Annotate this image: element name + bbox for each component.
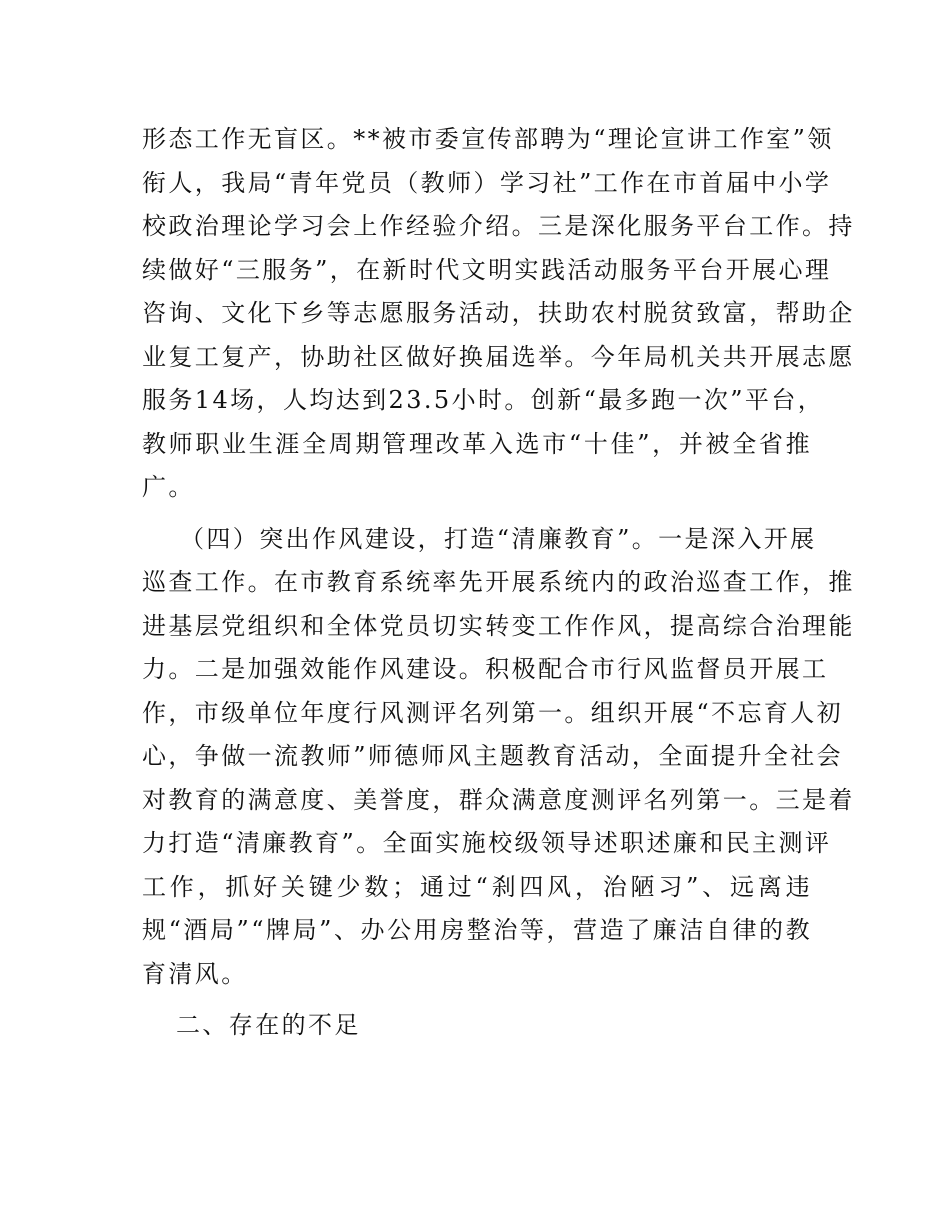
text-line: 规“酒局”“牌局”、办公用房整治等，营造了廉洁自律的教 [142,916,812,944]
text-line: 续做好“三服务”，在新时代文明实践活动服务平台开展心理 [142,255,832,284]
text-line: 形态工作无盲区。**被市委宣传部聘为“理论宣讲工作室”领 [142,125,834,153]
text-line: 力。二是加强效能作风建设。积极配合市行风监督员开展工 [142,655,829,683]
text-line: 力打造“清廉教育”。全面实施校级领导述职述廉和民主测评 [142,829,832,857]
text-line: 业复工复产，协助社区做好换届选举。今年局机关共开展志愿 [142,342,855,371]
text-line: 作，市级单位年度行风测评名列第一。组织开展“不忘育人初 [142,698,844,727]
paragraph-spacer [142,510,812,518]
paragraph-2 [142,518,855,997]
text-line: 心，争做一流教师”师德师风主题教育活动，全面提升全社会 [142,742,844,770]
text-line: 衔人，我局“青年党员（教师）学习社”工作在市首届中小学 [142,168,832,197]
text-line: 工作，抓好关键少数；通过“刹四风，治陋习”、远离违 [142,872,812,901]
paragraph-1 [142,118,855,510]
text-line: 咨询、文化下乡等志愿服务活动，扶助农村脱贫致富，帮助企 [142,299,855,327]
text-line: 进基层党组织和全体党员切实转变工作作风，提高综合治理能 [142,611,855,640]
text-line: 教师职业生涯全周期管理改革入选市“十佳”，并被全省推 [142,429,812,458]
text-line: 育清风。 [142,959,248,988]
paragraph-spacer [142,996,812,1004]
text-line: 广。 [142,473,195,501]
text-line: 服务14场，人均达到23.5小时。创新“最多跑一次”平台， [142,386,825,414]
text-line: 校政治理论学习会上作经验介绍。三是深化服务平台工作。持 [142,212,855,240]
document-body [142,118,855,1048]
text-line: 对教育的满意度、美誉度，群众满意度测评名列第一。三是着 [142,785,855,814]
text-line: 巡查工作。在市教育系统率先开展系统内的政治巡查工作，推 [142,568,855,596]
text-line: （四）突出作风建设，打造“清廉教育”。一是深入开展 [180,524,817,553]
section-heading: 二、存在的不足 [176,1011,361,1039]
